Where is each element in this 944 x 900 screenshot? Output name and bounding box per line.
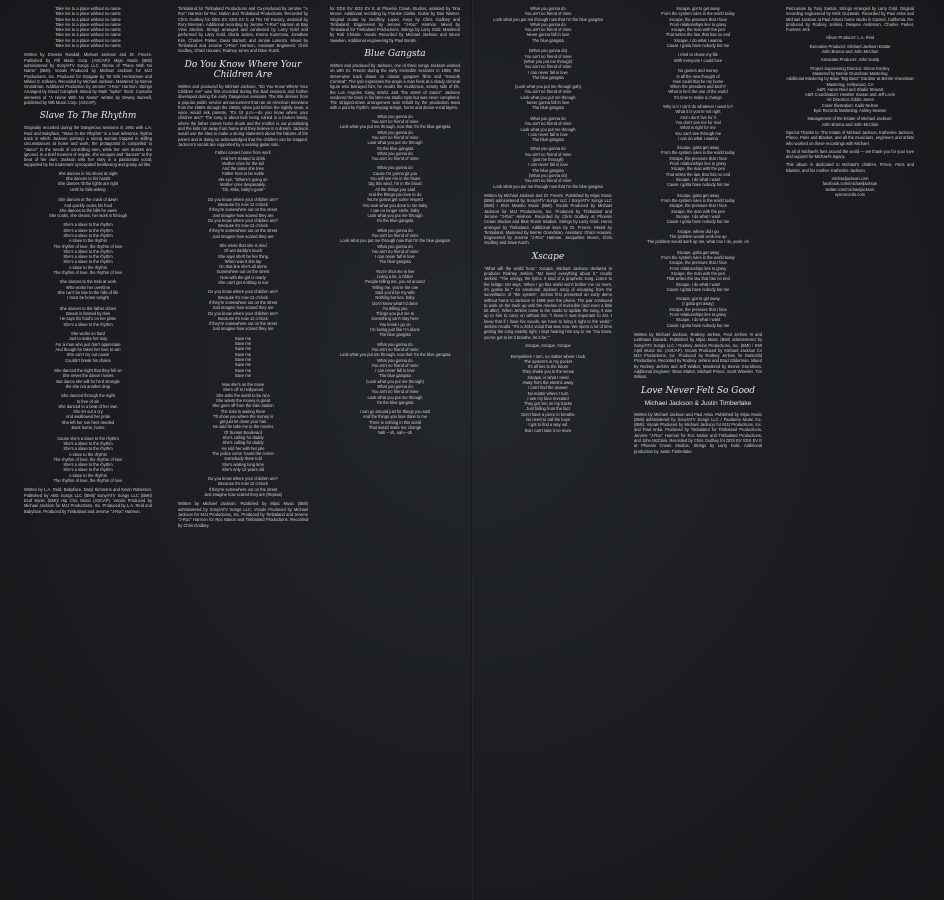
lyrics-block: What you gonna do You ain't no friend of mine Look what you put me through now that I'm the blue gangsta What you gonna do You ain't no friend of mine Never gonna fall in love The blue gangsta (What you gonna do) You ain't no friend of mine (What you put me through) You ain't no friend of mine I can never fall in love The blue gangsta (493, 6, 603, 80)
lyrics-block: I can go around just for things you said And the things you love done to me There is nothing in this world That would make me change Nah – oh, nah—oh (359, 409, 431, 436)
lyrics-block: Xscape, got to get away From the system rules in the world today Xscape, the pressure that I face From relationships lies to gravy Xscape, the man with the pen That writes the law, that has no end Xscape, I do what I wanna Cause I gotta have nobody but me (661, 6, 735, 49)
lyrics-block: Xscape, got to get away (I gotta get away) Xscape, the pressure that I face From relationships lies to gravy Xscape, I do what I want Cause I gotta have nobody but me (666, 296, 730, 328)
column-2 (178, 6, 308, 896)
song-title-blue-gangsta: Blue Gangsta (364, 49, 426, 60)
column-1 (24, 6, 152, 896)
lyrics-block: Father comes home from work And he's treated to drink Mother cries for the kid And the sister she tries Father tries to be noble His eye, "Where's going on Mother cries desperately, "Oh, Mike, baby's gone" (215, 150, 271, 193)
lyrics-block: Do you know where your children are? Because it's now 12 o'clock If they're somewhere out on the street Just imagine how scared they are Do you know where your children are? Because it's now 12 o'clock If they're somewhere out on the street Just imagine how scared they are (208, 196, 278, 239)
estate-management-credit: Management of the Estate of Michael Jackson: John Branca and John McClain (807, 116, 893, 127)
associate-producer-credit: Associate Producer: John Doelp (820, 57, 880, 63)
lyrics-block: What you gonna do You ain't no friend of mine Look what you put me through, now that I'm the blue gangsta What you gonna do You ain't no friend of mine I can never fall in love The blue gangsta (Look what you put me through) What you gonna do You ain't no friend of mine Look what you put me through I'm the blue gangsta (339, 341, 451, 405)
dedication: This album is dedicated to Michael's children, Prince, Paris and Blanket, and his mother, Katherine Jackson. (786, 162, 914, 173)
lyrics-block: What you gonna do You ain't no friend of mine Look what you put me through now that I'm the blue gangsta What you gonna do You ain't no friend of mine I can never fall in love The blue gangsta (340, 227, 450, 265)
credits-continued: Percussion by Tony Santos. Strings Arranged by Larry Gold. Original recording engineered by Mick Guzauski. Recorded by Paul Anka and Michael Jackson at Paul Anka's home studio in Carmel, California. Re-produced by Rodney Jerkins, Dwayne Anderson, Charles Parker, Fuentes Jerk. (786, 6, 914, 33)
lyrics-block: She danced through the night to free of sin She danced to a beat of her own She let out a cry And swallowed her pride She left her son hers needed Back home, home Cause she's a slave to the rhythm She's a slave to the rhythm She's a slave to the rhythm A slave to the rhythm The rhythm of love, the rhythm of love She's a slave to the rhythm She's a slave to the rhythm A slave to the rhythm The rhythm of love, the rhythm of love (53, 393, 123, 484)
credits-love-never-felt-so-good: Written by Michael Jackson and Paul Anka. Published by Mijac Music (BMI) administered by Sony/ATV Songs LLC / Paulanne Music Inc. (BMI). Vocals Produced by Michael Jackson for MJJ Productions, Inc. and Paul Anka. Produced by Timbaland for Timbaland Productions, Jerome "J-Roc" Harmon for Roc Nation and Timbaland Productions, and John McClain. Recorded by Chris Godbey for DDS EV SDS EV E at Phoenix Crown Studios. Strings by Larry Gold. Additional production by Justin Timberlake. (634, 411, 762, 454)
website-links: michaeljackson.com facebook.com/michaeljackson twitter.com/michaeljackson epicrecords.com (822, 176, 878, 197)
album-credits: Project Supervising Director: Simon Emsley Mastered by Bernie Grundman Mastering Additional Mastering by Brian "Big Bass" Gardner at Bernie Grundman Mastering, Hollywood, CA A&R: Aaron Reid and Shakir Stewart A&R Coordination: Heather Saxton and Jeff Levin Art Direction: Eddie Jones Cover Illustration: Kadir Nelson Epic Records Marketing: Ashley Newton (786, 65, 914, 114)
lyrics-block: Do you know where your children are? Because it's now 12 o'clock If they're somewhere out on the street Just imagine how scared they are Do you know where your children are? Because it's now 12 o'clock If they're somewhere out on the street Just imagine how scared they are (208, 289, 278, 332)
credits-place-with-no-name: Written by Dreams Randall, Michael Jackson and Dr. Freeze. Published by Pill Music Corp. (ASCAP)/ Mijac Music (BMI) administered by Sony/ATV Songs LLC. Remix of "Place With No Name" (BMI). Vocals Produced by Michael Jackson for MJJ Productions, Inc. Produced for Stargate by Tor Erik Hermansen and Mikkel S. Eriksen. Recorded by Michael Jackson. Mastered by Bernie Grundman. Additional Production by Jerome "J-Roc" Harmon. Strings Arranged by David Campbell. Mixed by Mark "Spike" Stent. Contains elements of "A Horse With No Name" written by Dewey Bunnell, published by WB Music Corp. (ASCAP). (24, 52, 152, 106)
credits-continued: Timbaland for Timbaland Productions and Co-produced by Jerome "J-Roc" Harmon for Roc Nation and Timbaland Productions. Recorded by Chris Godbey for DDS EV SDS EV E at The Hit Factory, assisted by Rory Brennan. Additional recording by Jerome "J-Roc" Harmon at Bay View Studios. Strings arranged and conducted by Larry Gold and performed by Larry Gold, Gloria Justen, Emma Kummrow, Jonathan Kim, Charles Parker, Davis Barnett, and Jennie Lorenzo. Mixed by Timbaland and Jerome "J-Roc" Harmon. Assistant Engineers: Chris Godbey, Ghazi Hourani, Rodney Jones and Dave Kutch. (178, 6, 308, 54)
lyrics-block: She dances in his shoes at night She dances to his hands She dances 'til the lights are right Until he falls asleep She dances at the crack of dawn And quickly cooks his food She dances to the bills he owes She cooks, she cleans, her work is through (48, 170, 128, 219)
lyrics-block: Xscape, where did I go The problem would work me up The problem would work up me, what can I do, yeah, oh Xscape, gotta get away From the system rules in the world today Xscape, the pressure that I face From relationships lies to gravy Xscape, the man with the pen That writes the law that has no end Xscape, I do what I want Cause I gotta have nobody but me (647, 228, 749, 292)
song-title-xscape: Xscape (531, 251, 565, 262)
credits-slave-to-the-rhythm: Written by L.A. Reid, Babyface, Daryl Simmons and Kevin Roberson. Published by ABG Songs LLC (BMI)/ Sony/ATV Songs LLC (BMI)/ Ecaf Music (BMI)/ Hip Chic Music (ASCAP). Vocals Produced by Michael Jackson for MJJ Productions, Inc. Produced by L.A. Reid and Babyface. Produced by Timbaland and Jerome "J-Roc" Harmon. (24, 487, 152, 514)
album-producer-credit: Album Producer: L.A. Reid (825, 35, 875, 41)
intro-do-you-know: Written and produced by Michael Jackson, "Do You Know Where Your Children Are" was first recorded during the Bad sessions and further developed during the early Dangerous sessions. The title derives from a popular public service announcement that ran on American television from the 1960s through the 1980s, when just before the nightly news, a voice would ask parents, "It's 10 p.m.—do you know where your children are?" The song is about kids being ruined in a broken family, where the father comes home drunk and the mother is out prostituting and the kids run away from home and they believe in a dream. Jackson would use the idea to make a strong statement about the failures of the parent and in doing so acknowledged that the children can be trapped. Jackson's vocals are supported by a soaring guitar solo. (178, 83, 308, 147)
column-3 (330, 6, 460, 896)
executive-producer-credit: Executive Producer: Michael Jackson Estate John Branca and John McClain (809, 43, 891, 55)
lyrics-block: She works so hard Just to make her way For a man who just don't appreciate And though he takes her love to win She can't cry out cause Couldn't break his chains She danced the night that they fell on She never the dance moves But dance she will for he'd strangle the she not another drop (54, 331, 122, 389)
lyrics-block: Why is it I can't do whatever I want to? What it is you're not right And I don't live for it You don't see me for real What is right for me You can't see through me I can do what I wanna (663, 104, 733, 141)
column-5 (634, 6, 762, 896)
lyrics-block: She wrote that she is tired Of wet daddy's touch She says she'll be her thing When was it she lay On that line she's all alone Somewhere out on the street Now with the girl is ready She can't get nothing to eat (216, 242, 270, 286)
credits-blue-gangsta: Written by Michael Jackson and Dr. Freeze. Published by Mijac Music (BMI) administered by Sony/ATV Songs LLC / Sony/ATV Songs LLC (BMI) / Elvis Mambo Music (BMI). Vocals Produced by Michael Jackson for MJJ Productions, Inc. Produced by Timbaland and Jerome "J-Roc" Harmon. Recorded by Chris Godbey at Phoenix Crown Studios and Blue Room Studios. Strings by Larry Gold. Horns arranged by Timbaland. Additional keys by Dr. Freeze. Mixed by Timbaland. Mastered by Bernie Grundman. Assistant: Ghazi Hourani, Engineered by Jerome "J-Roc" Harmon, Jacqueline Moore, Chris Godbey and Dave Kutch. (484, 192, 612, 246)
credits-xscape: Written by Michael Jackson, Rodney Jerkins, Fred Jerkins III and LaShawn Daniels. Published by Mijac Music (BMI) administered by Sony/ATV Songs LLC / Rodney Jerkins Productions, Inc. (BMI) / EMI April Music Inc. (ASCAP). Vocals Produced by Michael Jackson for MJJ Productions, Inc. Produced by Rodney Jerkins for Darkchild Productions. Recorded by Rodney Jerkins and Brad Gilderman. Mixed by Rodney Jerkins and Jeff Walker, Mastered by Bernie Grundman. Additional Engineer: Brian Maher, Michael Prince, Scott Wheeler, Tim Wilson. (634, 331, 762, 380)
lyrics-block: (Look what you put me through gah) You ain't no friend of mine Look what you put me through Never gonna fall in love The blue gangsta What you gonna do You ain't no friend of mine Look what you put me through I can never fall in love The blue gangsta (515, 84, 581, 143)
lyrics-block: Now she's on the move She's off to Hollywood She asks the world to be nice She wants the money is great She goes off from the train station The train is waiting there "I'll show you where the money is get just let down your hair He said he take me to the movies Of Sunset Boulevard She's calling for daddy She's calling for daddy He told her with her pile The police come 'round the corner Somebody there told She's waiting long time She's only 12 years old (212, 382, 274, 472)
lyrics-place-with-no-name: Take me to a place without no name Take me to a place without no name Take me to a place without no name Take me to a place without no name Take me to a place without no name Take me to a place without no name Take me to a place without no name Take me to a place without no name (55, 6, 121, 49)
intro-blue-gangsta: Written and produced by Jackson, one of three songs Jackson worked on with Dr. Freeze during the early Invincible sessions in 1999, this street-wise track draws on classic gangster films and "Smooth Criminal". The lyric expresses the anger a man feels at a shady criminal figure who betrayed him; he recalls the murderous, seamy side of life, the Los Angeles Gang World, and "the street of Satan". Jackson rendered the track in his later-era studio style but was never completed. The stripped-down arrangement was rebuilt by the production team with a punchy rhythm, sweeping strings, horns and dense vocal layers. (330, 63, 460, 111)
credits-do-you-know: Written by Michael Jackson. Published by Mijac Music (BMI) administered by Sony/ATV Songs LLC. Vocals Produced by Michael Jackson for MJJ Productions, Inc. Produced by Timbaland and Jerome "J-Roc" Harmon for Roc Nation and Timbaland Productions. Recorded by Chris Godbey. (178, 501, 308, 528)
special-thanks: Special Thanks to: The Estate of Michael Jackson, Katherine Jackson, Prince, Paris and Blanket, and all the musicians, engineers and artists who worked on these recordings with Michael. (786, 129, 914, 146)
lyrics-block: What you gonna do You ain't no friend of mine (just me through) I can never fall in love The blue gangsta (What you gonna do) You ain't no friend of mine Look what you put me through now that I'm the blue gangsta (493, 146, 603, 189)
page-fold (471, 0, 473, 900)
song-title-slave-to-the-rhythm: Slave To The Rhythm (39, 111, 137, 122)
column-4 (484, 6, 612, 896)
lyrics-block: I tried to chase my life With everyone I could love No games and money Is all the new thought of How could that be my home When the president and bush? What is he's the one of the world It's time to make a change (668, 52, 728, 100)
lyrics-block: What you gonna do You ain't no friend of mine Look what you put me through, now that I'm the blue gangsta What you gonna do You ain't no friend of mine Look what you put me through I'm the blue gangsta What you gonna do You ain't no friend of mine (339, 113, 451, 162)
lyrics-block: Do you know where your children are? Because it's now 12 o'clock If they're somewhere out on the street Just imagine how scared they are (Repeat) (203, 476, 283, 498)
credits-continued: for DDS EV SDS EV E at Phoenix Crown Studios, assisted by Tina Moore. Additional recording by Frankie Clarke, Guitar by Dan Warner. Original Guitar by Geoffrey Lopez. Keys by Chris Godbey and Timbaland. Engineered by Jerome "J-Roc" Harmon. Mixed by Timbaland for Timbaland Productions. Strings by Larry Gold. Mastered by Rob Christie. Vocals Recorded by Michael Jackson and Bruce Swedien. Additional engineering by Paul Boutin. (330, 6, 460, 43)
song-artists-love-never-felt-so-good: Michael Jackson & Justin Timberlake (644, 399, 752, 407)
intro-xscape: "What will the world hear," Xscape, Michael Jackson declared to producer Rodney Jerkins. "MJ loved everything about it," recalls Jerkins. "The energy, the lyrics. It kind of a prophetic song. Listen to the bridge: MJ says, 'When I go this world won't bother me no more, it's gonna be.'" An emotional Jackson song of escaping from the surveillance of "the system", Jerkins first presented an early demo without horns to Jackson in 1999 over the phone. The pair continued to work on the track up until the release of Invincible (and even a little bit after). When Jerkins came to the studio to update the song, it was up to him to carry on without MJ. "I knew it was important to MJ. I knew that if I have his vocals, we have to bring it right to the world." Jerkins recalls. "It's a 2014 vocal that was now. We spent a lot of time getting the song exactly right. I kept hearing him say to me 'You know, you've got to let it breathe, let it be.'" (484, 265, 612, 340)
lyrics-block: What you gonna do Cause I'm gonna git you You will see me in the blues Dig this wind, I'm in the blood All the things you said And the things you love to do You're gonna get some respect You took what you done to me baby I can no longer smile, baby Look what you put me through I'm the blue gangsta (362, 165, 428, 224)
intro-slave-to-the-rhythm: Originally recorded during the Dangerous sessions in 1991 with L.A. Reid and Babyface, "Slave to the Rhythm" is a taut reference rhythm track in which Jackson portrays a strong woman trapped in stifling circumstances at home and work, the protagonist is compelled to "dance" to the needs of controlling men, while her own desires are ignored. In a brief moment of respite, she escapes and "dances" to the beat of her own. Jackson tells her story in a passionate vocal, supported by his trademark syncopated beatboxing and grainy ad libs. (24, 125, 152, 168)
song-title-love-never-felt-so-good: Love Never Felt So Good (640, 385, 756, 396)
lyrics-block: You're shot me to live Living a lie, a Glitter People telling me, you sit around Telling me, you're the one Said you'd be my wife Nothing but lies, baby Don't know what I'd done I'm telling you Things you put me to Something can't stay here You know I go on I'm loving just like I'm alone The blue gangsta (365, 268, 425, 338)
column-6 (786, 6, 914, 896)
lyrics-block: She's a slave to the rhythm She's a slave to the rhythm She's a slave to the rhythm A slave to the rhythm The rhythm of love, the rhythm of love She's a slave to the rhythm She's a slave to the rhythm She's a slave to the rhythm A slave to the rhythm The rhythm of love, the rhythm of love (53, 222, 123, 276)
song-title-do-you-know: Do You Know Where Your Children Are (184, 59, 302, 80)
lyrics-block: Xscape, gotta get away From the system rules in the world today Xscape, the pressure that I face From relationships lies to gravy Xscape, the man with the pen That writes the law, that has no end Xscape, I do what I want Cause I gotta have nobody but me Xscape, gotta get away From the system rules in the world today Xscape, the pressure that I face Xscape, the man with the pen Xscape, I do what I want Cause I gotta have nobody but me (661, 145, 735, 225)
lyrics-block: Xscape, Xscape, Xscape Everywhere I turn, no matter where I look The system's in my pocket It's all lies to the future They shake you in the sense Xscape, is what I need Away from the electric away I can't find the answer No matter where I turn I see my face revealed They got 'em on my tracks Just hiding from the fact Don't have a piece to breathe No need to call the boys I got to find a way out But I can't take it no more (510, 342, 586, 433)
lyrics-block: Save me Save me Save me Save me Save me Save me Save me Save me (234, 335, 252, 378)
lyrics-block: She dances to the train at work Who works her overtime She can't be late to the hills of life I must be home tonight She dances to the father drives Dream is farmed by time He says his food's on her plate She's a slave to the rhythm (57, 279, 119, 327)
fans-message: To all of Michael's fans around the world — we thank you for your love and support for Michael's legacy. (786, 148, 914, 160)
